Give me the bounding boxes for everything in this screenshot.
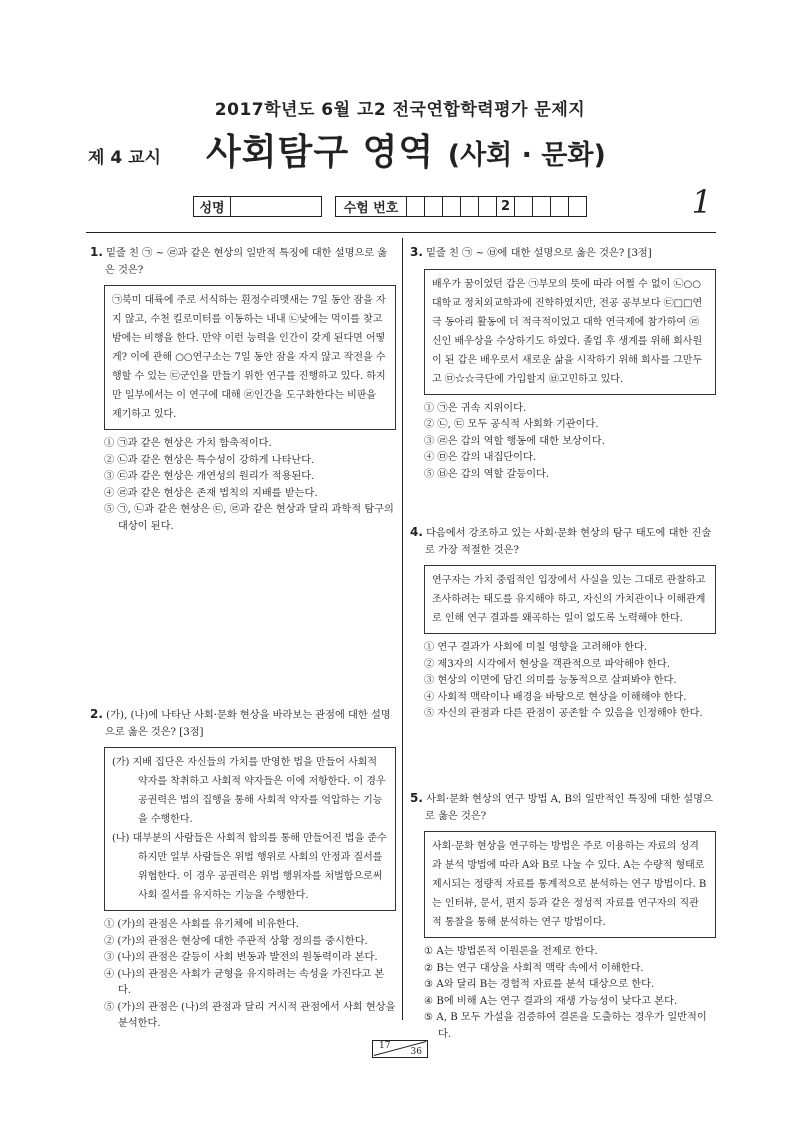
option[interactable]: ③ ㉣은 갑의 역할 행동에 대한 보상이다. <box>424 435 605 447</box>
option[interactable]: ③ A와 달리 B는 경험적 자료를 분석 대상으로 한다. <box>424 979 655 990</box>
passage-a: (가) 지배 집단은 자신들의 가치를 반영한 법을 만들어 사회적 약자를 착취하고 사회적 약자들은 이에 저항한다. 이 경우 공권력은 법의 집행을 통해 사회적 약자를 억압하는 기능을 수행한다. <box>112 757 386 825</box>
option-list <box>104 917 396 1033</box>
name-label: 성명 <box>194 197 231 217</box>
question-stem: 2. (가), (나)에 나타난 사회·문화 현상을 바라보는 관점에 대한 설명으로 옳은 것은? [3점] <box>90 707 391 738</box>
option[interactable]: ① A는 방법론적 이원론을 전제로 한다. <box>424 946 598 957</box>
option[interactable]: ② ㉡, ㉢ 모두 공식적 사회화 기관이다. <box>424 419 599 430</box>
question-stem: 5. 사회·문화 현상의 연구 방법 A, B의 일반적인 특징에 대한 설명으로 옳은 것은? <box>410 791 713 822</box>
option[interactable]: ② B는 연구 대상을 사회적 맥락 속에서 이해한다. <box>424 962 644 974</box>
option[interactable]: ① 연구 결과가 사회에 미칠 영향을 고려해야 한다. <box>424 642 648 653</box>
exam-number-cell <box>407 197 425 217</box>
exam-number-label: 수험 번호 <box>336 197 407 217</box>
question-number: 4. <box>410 525 423 539</box>
exam-number-cell <box>479 197 497 217</box>
name-blank <box>231 197 322 217</box>
exam-number-cell <box>515 197 533 217</box>
option[interactable]: ⑤ 자신의 관점과 다른 관점이 공존할 수 있음을 인정해야 한다. <box>424 708 703 719</box>
exam-title <box>206 124 606 175</box>
exam-title-main: 사회탐구 영역 <box>206 132 435 173</box>
option[interactable]: ② (가)의 관점은 현상에 대한 주관적 상황 정의를 중시한다. <box>104 935 368 947</box>
option[interactable]: ④ 사회적 맥락이나 배경을 바탕으로 현상을 이해해야 한다. <box>424 691 687 703</box>
exam-number-cell-digit: 2 <box>497 197 515 217</box>
passage-box <box>104 747 396 911</box>
question-number: 5. <box>410 791 423 805</box>
question-3 <box>410 244 716 483</box>
option-list <box>424 401 716 484</box>
question-stem: 1. 밑줄 친 ㉠ ~ ㉣과 같은 현상의 일반적 특징에 대한 설명으로 옳은 것은? <box>90 245 388 276</box>
exam-number-cell <box>461 197 479 217</box>
question-number: 3. <box>410 245 423 259</box>
option[interactable]: ① (가)의 관점은 사회를 유기체에 비유한다. <box>104 919 300 930</box>
passage-box: 배우가 꿈이었던 갑은 ㉠부모의 뜻에 따라 어쩔 수 없이 ㉡○○대학교 정치외교학과에 진학하였지만, 전공 공부보다 ㉢□□연극 동아리 활동에 더 적극적이었고 대학 연극제에 참가하여 ㉣신인 배우상을 수상하기도 하였다. 졸업 후 생계를 위해 회사원이 된 갑은 배우로서 새로운 삶을 시작하기 위해 회사를 그만두고 ㉤☆☆극단에 가입할지 ㉥고민하고 있다. <box>424 269 716 395</box>
option[interactable]: ③ (나)의 관점은 갈등이 사회 변동과 발전의 원동력이라 본다. <box>104 952 378 963</box>
page-counter-total: 36 <box>410 1047 422 1057</box>
option[interactable]: ③ 현상의 이면에 담긴 의미를 능동적으로 살펴봐야 한다. <box>424 675 677 686</box>
exam-number-cell <box>551 197 569 217</box>
option[interactable]: ⑤ ㉥은 갑의 역할 갈등이다. <box>424 468 550 480</box>
option[interactable]: ⑤ A, B 모두 가설을 검증하여 결론을 도출하는 경우가 일반적이다. <box>424 1012 707 1040</box>
exam-number-cell <box>443 197 461 217</box>
exam-subtitle: 2017학년도 6월 고2 전국연합학력평가 문제지 <box>214 100 586 120</box>
question-4 <box>410 524 716 723</box>
option[interactable]: ④ B에 비해 A는 연구 결과의 재생 가능성이 낮다고 본다. <box>424 995 678 1007</box>
question-stem: 3. 밑줄 친 ㉠ ~ ㉥에 대한 설명으로 옳은 것은? [3점] <box>410 245 652 259</box>
passage-box: 사회·문화 현상을 연구하는 방법은 주로 이용하는 자료의 성격과 분석 방법에 따라 A와 B로 나눌 수 있다. A는 수량적 형태로 제시되는 정량적 자료를 통계적으로 분석하는 연구 방법이다. B는 인터뷰, 문서, 편지 등과 같은 정성적 자료를 연구자의 직관적 통찰을 통해 분석하는 연구 방법이다. <box>424 831 716 938</box>
exam-number-field <box>335 196 587 217</box>
page-counter-current: 17 <box>379 1041 391 1051</box>
page-number: 1 <box>691 183 712 221</box>
option[interactable]: ④ (나)의 관점은 사회가 균형을 유지하려는 속성을 가진다고 본다. <box>104 968 385 996</box>
option[interactable]: ① ㉠과 같은 현상은 가치 함축적이다. <box>104 438 272 449</box>
option-list <box>424 944 716 1043</box>
option[interactable]: ④ ㉣과 같은 현상은 존재 법칙의 지배를 받는다. <box>104 487 318 499</box>
option[interactable]: ④ ㉤은 갑의 내집단이다. <box>424 452 537 463</box>
exam-subject: (사회 · 문화) <box>447 140 606 171</box>
exam-period: 제 4 교시 <box>88 148 161 168</box>
question-number: 1. <box>90 245 103 259</box>
option[interactable]: ① ㉠은 귀속 지위이다. <box>424 402 527 414</box>
header-divider <box>86 232 716 233</box>
column-divider <box>402 238 403 1020</box>
option[interactable]: ③ ㉢과 같은 현상은 개연성의 원리가 적용된다. <box>104 471 315 482</box>
page-counter <box>372 1040 428 1058</box>
option[interactable]: ⑤ (가)의 관점은 (나)의 관점과 달리 거시적 관점에서 사회 현상을 분석한다. <box>104 1001 396 1029</box>
option[interactable]: ② 제3자의 시각에서 현상을 객관적으로 파악해야 한다. <box>424 658 670 670</box>
passage-box: ㉠북미 대륙에 주로 서식하는 흰정수리멧새는 7일 동안 잠을 자지 않고, 수천 킬로미터를 이동하는 내내 ㉡낮에는 먹이를 찾고 밤에는 비행을 한다. 만약 이런 능력을 인간이 갖게 된다면 어떻게? 이에 관해 ○○연구소는 7일 동안 잠을 자지 않고 작전을 수행할 수 있는 ㉢군인을 만들기 위한 연구를 진행하고 있다. 하지만 일부에서는 이 연구에 대해 ㉣인간을 도구화한다는 비판을 제기하고 있다. <box>104 285 396 430</box>
question-stem: 4. 다음에서 강조하고 있는 사회·문화 현상의 탐구 태도에 대한 진술로 가장 적절한 것은? <box>410 525 712 556</box>
option[interactable]: ② ㉡과 같은 현상은 특수성이 강하게 나타난다. <box>104 454 315 466</box>
question-1 <box>90 244 396 535</box>
question-2 <box>90 706 396 1033</box>
exam-number-cell <box>569 197 587 217</box>
option[interactable]: ⑤ ㉠, ㉡과 같은 현상은 ㉢, ㉣과 같은 현상과 달리 과학적 탐구의 대상이 된다. <box>104 504 394 532</box>
question-5 <box>410 790 716 1043</box>
question-number: 2. <box>90 707 103 721</box>
passage-box: 연구자는 가치 중립적인 입장에서 사실을 있는 그대로 관찰하고 조사하려는 태도를 유지해야 하고, 자신의 가치관이나 이해관계로 인해 연구 결과를 왜곡하는 일이 없도록 노력해야 한다. <box>424 565 716 634</box>
name-field <box>193 196 322 217</box>
option-list <box>104 436 396 535</box>
exam-number-cell <box>425 197 443 217</box>
passage-b: (나) 대부분의 사람들은 사회적 합의를 통해 만들어진 법을 준수하지만 일부 사람들은 위법 행위로 사회의 안정과 질서를 위협한다. 이 경우 공권력은 위법 행위자를 처벌함으로써 사회 질서를 유지하는 기능을 수행한다. <box>112 833 387 901</box>
exam-number-cell <box>533 197 551 217</box>
option-list <box>424 640 716 723</box>
